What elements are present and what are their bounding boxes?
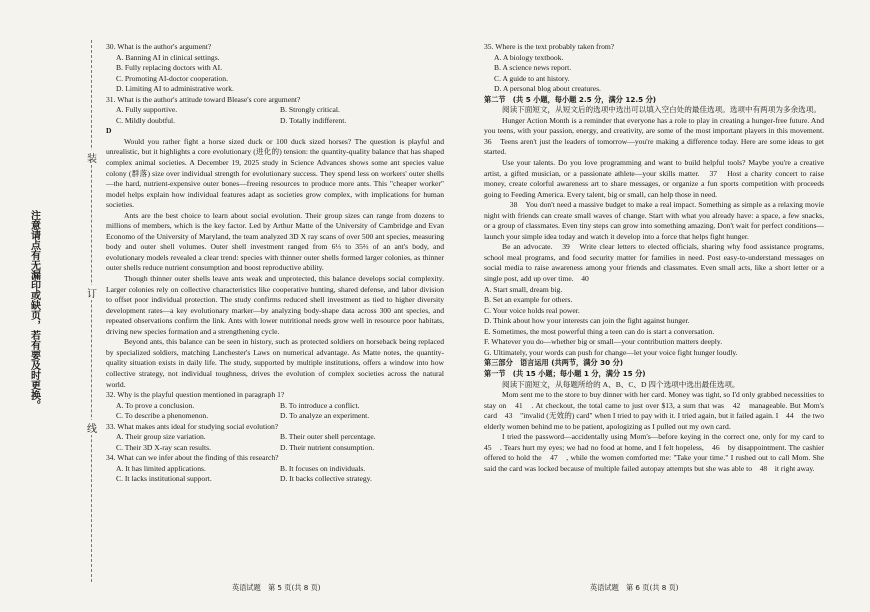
part-3-title: 第三部分 语言运用 (共两节，满分 30 分) (484, 358, 624, 368)
option: D. Totally indifferent. (280, 115, 347, 125)
section-1-title: 第一节 (共 15 小题；每小题 1 分，满分 15 分) (484, 368, 646, 378)
binding-label-ding: 订 (86, 285, 98, 300)
passage-paragraph: Though thinner outer shells leave ants weak and unprotected, this balance develops social complexity. Larger colonies rely on collective characteristics like cooperative hunting, shared defense, and labor division to offset poor individual protection. The study confirms reduced shell investment as tied to higher diversity development rates—a key evolutionary marker—by analyzing body-shape data across 300 ant species, and repeated observations confirm the link. Ants with lower nutritional needs grow well in resource poor habitats, driving new species formation and a strengthening cycle. (106, 274, 444, 336)
passage-paragraph: Beyond ants, this balance can be seen in history, such as protected soldiers on horseback being replaced by specialized soldiers, matching Lanchester's Laws on numerical advantage. As Matte notes, the quantity-quality situation exists in daily life. The study, supported by multiple institutions, offers a window into how collective strategy, not individual toughness, drives the evolution of complex societies across the natural world. (106, 337, 444, 389)
passage-paragraph: Hunger Action Month is a reminder that everyone has a role to play in creating a hunger-free future. And you teens, with your passion, energy, and creativity, are some of the most important players in this movement. 36 Teens aren't just the leaders of tomorrow—you're making a difference today. Here are some ideas to get started. (484, 115, 832, 157)
option: D. It backs collective strategy. (280, 474, 372, 484)
question-33: 33. What makes ants ideal for studying social evolution? (106, 421, 279, 431)
option: B. Fully replacing doctors with AI. (116, 63, 223, 73)
option: C. Promoting AI-doctor cooperation. (116, 73, 228, 83)
option-row (106, 443, 444, 454)
passage-paragraph: 38 You don't need a massive budget to make a real impact. Something as simple as a relaxing movie night with friends can create small waves of change. Start with what you already have: a space, a few snacks, or a group of classmates. Even tiny steps can grow into something amazing. Don't wait for perfect conditions—launch your simple idea today and watch it develop into a force that helps fight hunger. (484, 200, 824, 241)
margin-note: 注意请点有无漏印或缺页，若有要及时更换。 (28, 210, 40, 410)
option-row (106, 105, 444, 116)
option: A. A biology textbook. (494, 52, 564, 62)
option-row (106, 474, 444, 485)
left-column (106, 42, 444, 485)
option: D. To analyze an experiment. (280, 411, 370, 421)
option: B. Strongly critical. (280, 105, 340, 115)
answer-option: D. Think about how your interests can join the fight against hunger. (484, 316, 690, 326)
passage-paragraph: Would you rather fight a horse sized duck or 100 duck sized horses? The question is playful and unrealistic, but it highlights a core evolutionary (进化的) tension: the quantity-quality balance that has shaped complex animal societies. A December 19, 2025 study in Science Advances shows some ant species value colony (群落) size over individual strength for evolutionary success. They spend less on workers' outer shells—the hard, nutrient-expensive outer bones—freeing resources to produce more ants. This "cheaper worker" model helps explain how individual features adapt as societies grow complex, with implications for human societies. (106, 136, 444, 210)
option: A. Banning AI in clinical settings. (116, 52, 220, 62)
question-32: 32. Why is the playful question mentioned in paragraph 1? (106, 390, 285, 400)
option: C. Their 3D X-ray scan results. (116, 442, 211, 452)
option: B. To introduce a conflict. (280, 400, 360, 410)
passage-paragraph: Ants are the best choice to learn about social evolution. Their group sizes can range from dozens to millions of members, which is the key factor. Led by Arthur Matte of the University of Cambridge and Evan Economo of the University of Maryland, the team analyzed 3D X ray scans of over 500 ant species, measuring body and outer shell volumes. Outer shell investment ranged from 6⅓ to 35⅔ of an ant's body, and evolutionary models revealed a clear trend: species with thinner outer shells formed larger colonies, as thinner outer shells reduce nutrient consumption and boost reproductive ability. (106, 210, 444, 273)
question-34: 34. What can we infer about the finding of this research? (106, 453, 279, 463)
page-footer-right: 英语试题 第 6 页(共 8 页) (590, 583, 679, 592)
binding-label-xian: 线 (86, 420, 98, 435)
question-31: 31. What is the author's attitude toward Blease's core argument? (106, 94, 301, 104)
option: C. It lacks institutional support. (116, 474, 212, 484)
section-2-instructions: 阅读下面短文，从短文后的选项中选出可以填入空白处的最佳选项。选项中有两项为多余选项。 (502, 105, 821, 115)
option: D. A personal blog about creatures. (494, 84, 601, 94)
option-row (106, 411, 444, 422)
option: C. Mildly doubtful. (116, 115, 176, 125)
option-row (106, 116, 444, 127)
binding-line (91, 40, 92, 582)
binding-label-zhuang: 装 (86, 150, 98, 165)
option: D. Limiting AI to administrative work. (116, 84, 234, 94)
passage-paragraph: Be an advocate. 39 Write clear letters to elected officials, sharing why food assistance programs, school meal programs, and food security matter for families in need. Post easy-to-understand messages on social media to raise awareness among your friends and classmates. Even small acts, like a short letter or a single post, add up over time. 40 (484, 242, 824, 284)
option: A. Their group size variation. (116, 432, 206, 442)
passage-paragraph: Mom sent me to the store to buy dinner with her card. Money was tight, so I'd only grabbed necessities to stay on 41 . At checkout, the total came to just over $13, a sum that was 42 manageable. But Mom's card 43 "invalid (无效的) card" when I tried to pay with it. I tried again, but it failed again. I 44 the two elderly women behind me to be patient, apologizing as I pulled out my own card. (484, 390, 824, 431)
question-35: 35. Where is the text probably taken from? (484, 42, 615, 51)
option: A. To prove a conclusion. (116, 400, 195, 410)
answer-option: F. Whatever you do—whether big or small—your contribution matters deeply. (484, 337, 723, 347)
answer-option: G. Ultimately, your words can push for change—let your voice fight hunger loudly. (484, 347, 738, 357)
passage-paragraph: I tried the password—accidentally using Mom's—before keying in the correct one, only for my card to 45 . Tears hurt my eyes; we had no food at home, and I felt hopeless, 46 by disappointment. The cashier offered to hold the 47 , while the women comforted me: "Take your time." I rushed out to call Mom. She said the card was locked because of multiple failed autopay attempts but she was able to 48 it right away. (484, 432, 832, 473)
right-column (484, 42, 832, 474)
option-row (106, 464, 444, 475)
option: D. Their nutrient consumption. (280, 442, 375, 452)
answer-option: C. Your voice holds real power. (484, 305, 580, 315)
answer-option: A. Start small, dream big. (484, 284, 563, 294)
passage-paragraph: Use your talents. Do you love programming and want to build helpful tools? Maybe you're a creative artist, a gifted musician, or a passionate athlete—your skills matter. 37 Host a charity concert to raise money, create colorful awareness art to share messages, or organize a fun sports competition with proceeds going to Feeding America. Every talent, big or small, can help those in need. (484, 158, 824, 199)
option: C. To describe a phenomenon. (116, 411, 209, 421)
option: A. Fully supportive. (116, 105, 178, 115)
option-row (106, 432, 444, 443)
section-1-instructions: 阅读下面短文，从每题所给的 A、B、C、D 四个选项中选出最佳选项。 (502, 379, 740, 389)
page-footer-left: 英语试题 第 5 页(共 8 页) (232, 583, 321, 592)
section-2-title: 第二节 (共 5 小题，每小题 2.5 分，满分 12.5 分) (484, 94, 657, 104)
passage-label: D (106, 126, 112, 136)
answer-option: B. Set an example for others. (484, 295, 573, 305)
answer-option: E. Sometimes, the most powerful thing a teen can do is start a conversation. (484, 326, 715, 336)
option: B. Their outer shell percentage. (280, 432, 376, 442)
option-row (106, 401, 444, 412)
question-30: 30. What is the author's argument? (106, 42, 212, 51)
option: B. A science news report. (494, 63, 572, 73)
option: B. It focuses on individuals. (280, 463, 366, 473)
option: C. A guide to ant history. (494, 73, 570, 83)
option: A. It has limited applications. (116, 463, 206, 473)
